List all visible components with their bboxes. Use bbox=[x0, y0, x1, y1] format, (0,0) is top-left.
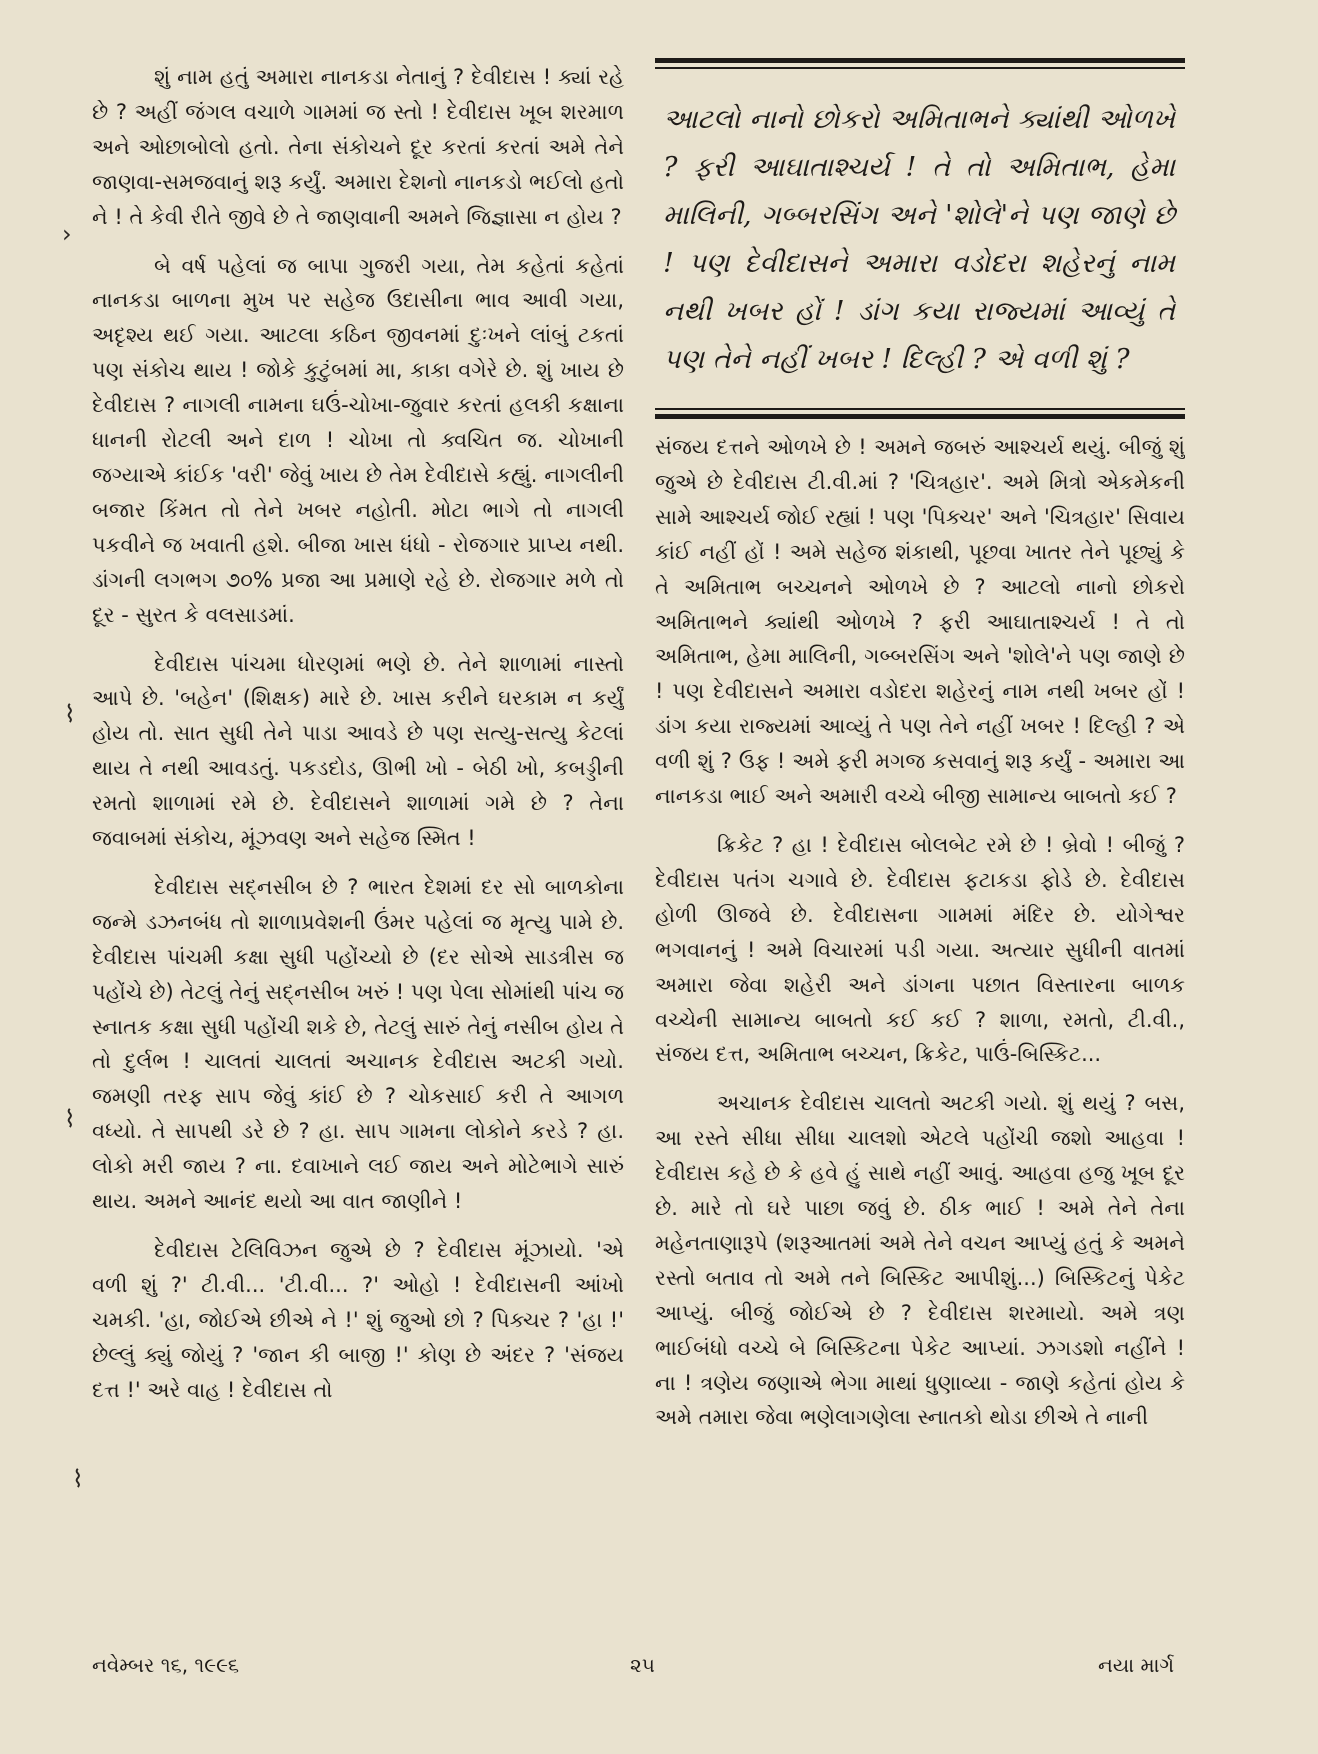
paragraph-6: સંજય દત્તને ઓળખે છે ! અમને જબરું આશ્ચર્ય થયું. બીજું શું જુએ છે દેવીદાસ ટી.વી.માં ? 'ચિત્રહાર'. અમે મિત્રો એકમેકની સામે આશ્ચર્ય જોઈ રહ્યાં ! પણ 'પિક્ચર' અને 'ચિત્રહાર' સિવાય કાંઈ નહીં હોં ! અમે સહેજ શંકાથી, પૂછવા ખાતર તેને પૂછ્યું કે તે અમિતાભ બચ્ચનને ઓળખે છે ? આટલો નાનો છોકરો અમિતાભને ક્યાંથી ઓળખે ? ફરી આઘાતાશ્ચર્ય ! તે તો અમિતાભ, હેમા માલિની, ગબ્બરસિંગ અને 'શોલે'ને પણ જાણે છે ! પણ દેવીદાસને અમારા વડોદરા શહેરનું નામ નથી ખબર હોં ! ડાંગ કયા રાજ્યમાં આવ્યું તે પણ તેને નહીં ખબર ! દિલ્હી ? એ વળી શું ? ઉફ ! અમે ફરી મગજ કસવાનું શરૂ કર્યું - અમારા આ નાનકડા ભાઈ અને અમારી વચ્ચે બીજી સામાન્ય બાબતો કઈ ? bbox=[655, 435, 1185, 809]
pull-quote-bottom-rule-thick bbox=[655, 414, 1185, 419]
publication-name: નયા માર્ગ bbox=[1098, 1653, 1175, 1677]
pull-quote-top-rule-thick bbox=[655, 58, 1185, 63]
footer-date: નવેમ્બર ૧૬, ૧૯૯૬ bbox=[92, 1653, 240, 1677]
paragraph-4: દેવીદાસ સદ્નસીબ છે ? ભારત દેશમાં દર સો બાળકોના જન્મે ડઝનબંધ તો શાળાપ્રવેશની ઉંમર પહેલાં જ મૃત્યુ પામે છે. દેવીદાસ પાંચમી કક્ષા સુધી પહોંચ્યો છે (દર સોએ સાડત્રીસ જ પહોંચે છે) તેટલું તેનું સદ્નસીબ ખરું ! પણ પેલા સોમાંથી પાંચ જ સ્નાતક કક્ષા સુધી પહોંચી શકે છે, તેટલું સારું તેનું નસીબ હોય તે તો દુર્લભ ! ચાલતાં ચાલતાં અચાનક દેવીદાસ અટકી ગયો. જમણી તરફ સાપ જેવું કાંઈ છે ? ચોકસાઈ કરી તે આગળ વધ્યો. તે સાપથી ડરે છે ? હા. સાપ ગામના લોકોને કરડે ? હા. લોકો મરી જાય ? ના. દવાખાને લઈ જાય અને મોટેભાગે સારું થાય. અમને આનંદ થયો આ વાત જાણીને ! bbox=[92, 874, 624, 1214]
pull-quote-box bbox=[655, 58, 1185, 420]
margin-pencil-mark-icon: › bbox=[62, 220, 72, 248]
margin-pencil-mark-icon: ⌇ bbox=[64, 1105, 76, 1133]
paragraph-2: બે વર્ષ પહેલાં જ બાપા ગુજરી ગયા, તેમ કહેતાં કહેતાં નાનકડા બાળના મુખ પર સહેજ ઉદાસીના ભાવ આવી ગયા, અદૃશ્ય થઈ ગયા. આટલા કઠિન જીવનમાં દુઃખને લાંબું ટકતાં પણ સંકોચ થાય ! જોકે કુટુંબમાં મા, કાકા વગેરે છે. શું ખાય છે દેવીદાસ ? નાગલી નામના ઘઉં-ચોખા-જુવાર કરતાં હલકી કક્ષાના ધાનની રોટલી અને દાળ ! ચોખા તો ક્વચિત જ. ચોખાની જગ્યાએ કાંઈક 'વરી' જેવું ખાય છે તેમ દેવીદાસે કહ્યું. નાગલીની બજાર કિંમત તો તેને ખબર નહોતી. મોટા ભાગે તો નાગલી પકવીને જ ખવાતી હશે. બીજા ખાસ ધંધો - રોજગાર પ્રાપ્ય નથી. ડાંગની લગભગ ૭૦% પ્રજા આ પ્રમાણે રહે છે. રોજગાર મળે તો દૂર - સુરત કે વલસાડમાં. bbox=[92, 253, 624, 627]
paragraph-8: અચાનક દેવીદાસ ચાલતો અટકી ગયો. શું થયું ? બસ, આ રસ્તે સીધા સીધા ચાલશો એટલે પહોંચી જશો આહવા ! દેવીદાસ કહે છે કે હવે હું સાથે નહીં આવું. આહવા હજુ ખૂબ દૂર છે. મારે તો ઘરે પાછા જવું છે. ઠીક ભાઈ ! અમે તેને તેના મહેનતાણારૂપે (શરૂઆતમાં અમે તેને વચન આપ્યું હતું કે અમને રસ્તો બતાવ તો અમે તને બિસ્કિટ આપીશું...) બિસ્કિટનું પેકેટ આપ્યું. બીજું જોઈએ છે ? દેવીદાસ શરમાયો. અમે ત્રણ ભાઈબંધો વચ્ચે બે બિસ્કિટના પેકેટ આપ્યાં. ઝગડશો નહીંને ! ના ! ત્રણેય જણાએ ભેગા માથાં ધુણાવ્યા - જાણે કહેતાં હોય કે અમે તમારા જેવા ભણેલાગણેલા સ્નાતકો થોડા છીએ તે નાની bbox=[655, 1091, 1185, 1430]
pull-quote-bottom-rule-thin bbox=[655, 408, 1185, 410]
paragraph-7: ક્રિકેટ ? હા ! દેવીદાસ બોલબેટ રમે છે ! બ્રેવો ! બીજું ? દેવીદાસ પતંગ ચગાવે છે. દેવીદાસ ફટાકડા ફોડે છે. દેવીદાસ હોળી ઊજવે છે. દેવીદાસના ગામમાં મંદિર છે. યોગેશ્વર ભગવાનનું ! અમે વિચારમાં પડી ગયા. અત્યાર સુધીની વાતમાં અમારા જેવા શહેરી અને ડાંગના પછાત વિસ્તારના બાળક વચ્ચેની સામાન્ય બાબતો કઈ કઈ ? શાળા, રમતો, ટી.વી., સંજય દત્ત, અમિતાભ બચ્ચન, ક્રિકેટ, પાઉં-બિસ્કિટ... bbox=[655, 832, 1185, 1067]
paragraph-1: શું નામ હતું અમારા નાનકડા નેતાનું ? દેવીદાસ ! ક્યાં રહે છે ? અહીં જંગલ વચાળે ગામમાં જ સ્તો ! દેવીદાસ ખૂબ શરમાળ અને ઓછાબોલો હતો. તેના સંકોચને દૂર કરતાં કરતાં અમે તેને જાણવા-સમજવાનું શરૂ કર્યું. અમારા દેશનો નાનકડો ભઈલો હતો ને ! તે કેવી રીતે જીવે છે તે જાણવાની અમને જિજ્ઞાસા ન હોય ? bbox=[92, 65, 624, 229]
pull-quote-text: આટલો નાનો છોકરો અમિતાભને ક્યાંથી ઓળખે ? ફરી આઘાતાશ્ચર્ય ! તે તો અમિતાભ, હેમા માલિની, ગબ્બરસિંગ અને 'શોલે'ને પણ જાણે છે ! પણ દેવીદાસને અમારા વડોદરા શહેરનું નામ નથી ખબર હોં ! ડાંગ કયા રાજ્યમાં આવ્યું તે પણ તેને નહીં ખબર ! દિલ્હી ? એ વળી શું ? bbox=[663, 104, 1175, 375]
left-column bbox=[92, 60, 624, 1625]
paragraph-3: દેવીદાસ પાંચમા ધોરણમાં ભણે છે. તેને શાળામાં નાસ્તો આપે છે. 'બહેન' (શિક્ષક) મારે છે. ખાસ કરીને ઘરકામ ન કર્યું હોય તો. સાત સુધી તેને પાડા આવડે છે પણ સત્યુ-સત્યુ કેટલાં થાય તે નથી આવડતું. પકડદોડ, ઊભી ખો - બેઠી ખો, કબડ્ડીની રમતો શાળામાં રમે છે. દેવીદાસને શાળામાં ગમે છે ? તેના જવાબમાં સંકોચ, મૂંઝવણ અને સહેજ સ્મિત ! bbox=[92, 651, 624, 851]
margin-pencil-mark-icon: ⌇ bbox=[72, 1465, 84, 1493]
right-column bbox=[655, 430, 1185, 1625]
page-number: ૨૫ bbox=[630, 1653, 655, 1677]
margin-pencil-mark-icon: ⌇ bbox=[64, 700, 76, 728]
paragraph-5: દેવીદાસ ટેલિવિઝન જુએ છે ? દેવીદાસ મૂંઝાયો. 'એ વળી શું ?' ટી.વી... 'ટી.વી... ?' ઓહો ! દેવીદાસની આંખો ચમકી. 'હા, જોઈએ છીએ ને !' શું જુઓ છો ? પિક્ચર ? 'હા !' છેલ્લું ક્યું જોયું ? 'જાન કી બાજી !' કોણ છે અંદર ? 'સંજય દત્ત !' અરે વાહ ! દેવીદાસ તો bbox=[92, 1238, 624, 1402]
pull-quote-top-rule-thin bbox=[655, 67, 1185, 69]
